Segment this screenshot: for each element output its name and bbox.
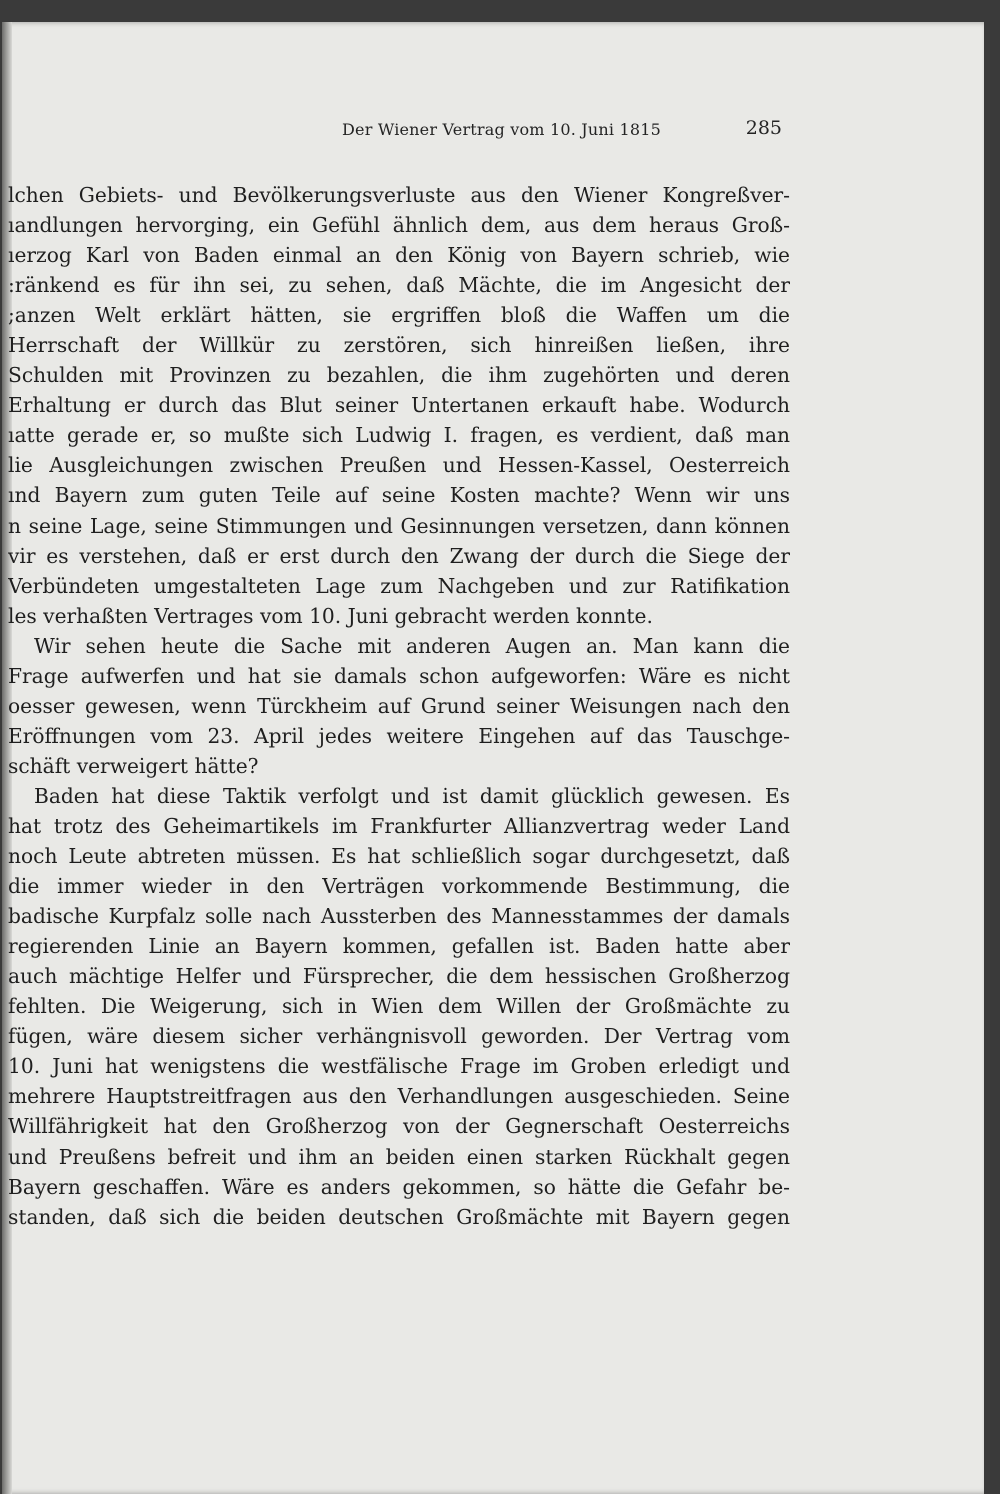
text-line: auch mächtige Helfer und Fürsprecher, die dem hessischen Großherzog [8,964,790,989]
text-line: les verhaßten Vertrages vom 10. Juni gebracht werden konnte. [8,603,653,628]
body-text [8,180,790,1232]
book-page [2,22,984,1494]
text-line: lchen Gebiets- und Bevölkerungsverluste aus den Wiener Kongreßver- [8,183,790,207]
text-line: Eröffnungen vom 23. April jedes weitere Eingehen auf das Tauschge- [8,723,790,748]
text-line: schäft verweigert hätte? [8,753,259,778]
text-line: badische Kurpfalz solle nach Aussterben des Mannesstammes der damals [8,904,790,929]
text-line: ıatte gerade er, so mußte sich Ludwig I. fragen, es verdient, daß man [8,423,790,448]
text-line: ıerzog Karl von Baden einmal an den König von Bayern schrieb, wie [8,243,790,268]
text-line: :ränkend es für ihn sei, zu sehen, daß Mächte, die im Angesicht der [8,273,790,298]
text-line: Verbündeten umgestalteten Lage zum Nachgeben und zur Ratifikation [8,573,790,598]
text-line: Herrschaft der Willkür zu zerstören, sich hinreißen ließen, ihre [8,333,790,358]
text-line: Wir sehen heute die Sache mit anderen Augen an. Man kann die [34,633,790,658]
text-line: Frage aufwerfen und hat sie damals schon aufgeworfen: Wäre es nicht [8,663,790,688]
text-line: vir es verstehen, daß er erst durch den Zwang der durch die Siege der [8,543,790,568]
text-line: ınd Bayern zum guten Teile auf seine Kosten machte? Wenn wir uns [8,483,790,508]
text-line: Schulden mit Provinzen zu bezahlen, die ihm zugehörten und deren [8,363,790,388]
text-line: standen, daß sich die beiden deutschen Großmächte mit Bayern gegen [8,1204,790,1229]
text-line: ;anzen Welt erklärt hätten, sie ergriffen bloß die Waffen um die [8,303,790,328]
text-line: regierenden Linie an Bayern kommen, gefallen ist. Baden hatte aber [8,934,790,959]
text-line: Willfährigkeit hat den Großherzog von der Gegnerschaft Oesterreichs [8,1114,790,1139]
page-number: 285 [745,117,782,139]
text-line: Baden hat diese Taktik verfolgt und ist damit glücklich gewesen. Es [34,783,790,808]
running-head [342,117,782,147]
text-line: ıandlungen hervorging, ein Gefühl ähnlich dem, aus dem heraus Groß- [8,213,790,238]
text-line: noch Leute abtreten müssen. Es hat schließlich sogar durchgesetzt, daß [8,844,790,869]
text-line: die immer wieder in den Verträgen vorkommende Bestimmung, die [8,874,790,899]
text-line: hat trotz des Geheimartikels im Frankfurter Allianzvertrag weder Land [8,813,790,838]
text-line: fehlten. Die Weigerung, sich in Wien dem Willen der Großmächte zu [8,994,790,1019]
text-line: mehrere Hauptstreitfragen aus den Verhandlungen ausgeschieden. Seine [8,1084,790,1109]
text-line: Erhaltung er durch das Blut seiner Untertanen erkauft habe. Wodurch [8,393,790,418]
text-line: oesser gewesen, wenn Türckheim auf Grund seiner Weisungen nach den [8,693,790,718]
text-line: Bayern geschaffen. Wäre es anders gekommen, so hätte die Gefahr be- [8,1174,790,1199]
running-head-title: Der Wiener Vertrag vom 10. Juni 1815 [342,120,662,139]
text-line: und Preußens befreit und ihm an beiden einen starken Rückhalt gegen [8,1144,790,1169]
text-line: fügen, wäre diesem sicher verhängnisvoll geworden. Der Vertrag vom [8,1024,790,1049]
text-line: n seine Lage, seine Stimmungen und Gesinnungen versetzen, dann können [8,513,790,538]
text-line: 10. Juni hat wenigstens die westfälische Frage im Groben erledigt und [8,1054,790,1079]
text-line: lie Ausgleichungen zwischen Preußen und Hessen-Kassel, Oesterreich [8,453,790,478]
